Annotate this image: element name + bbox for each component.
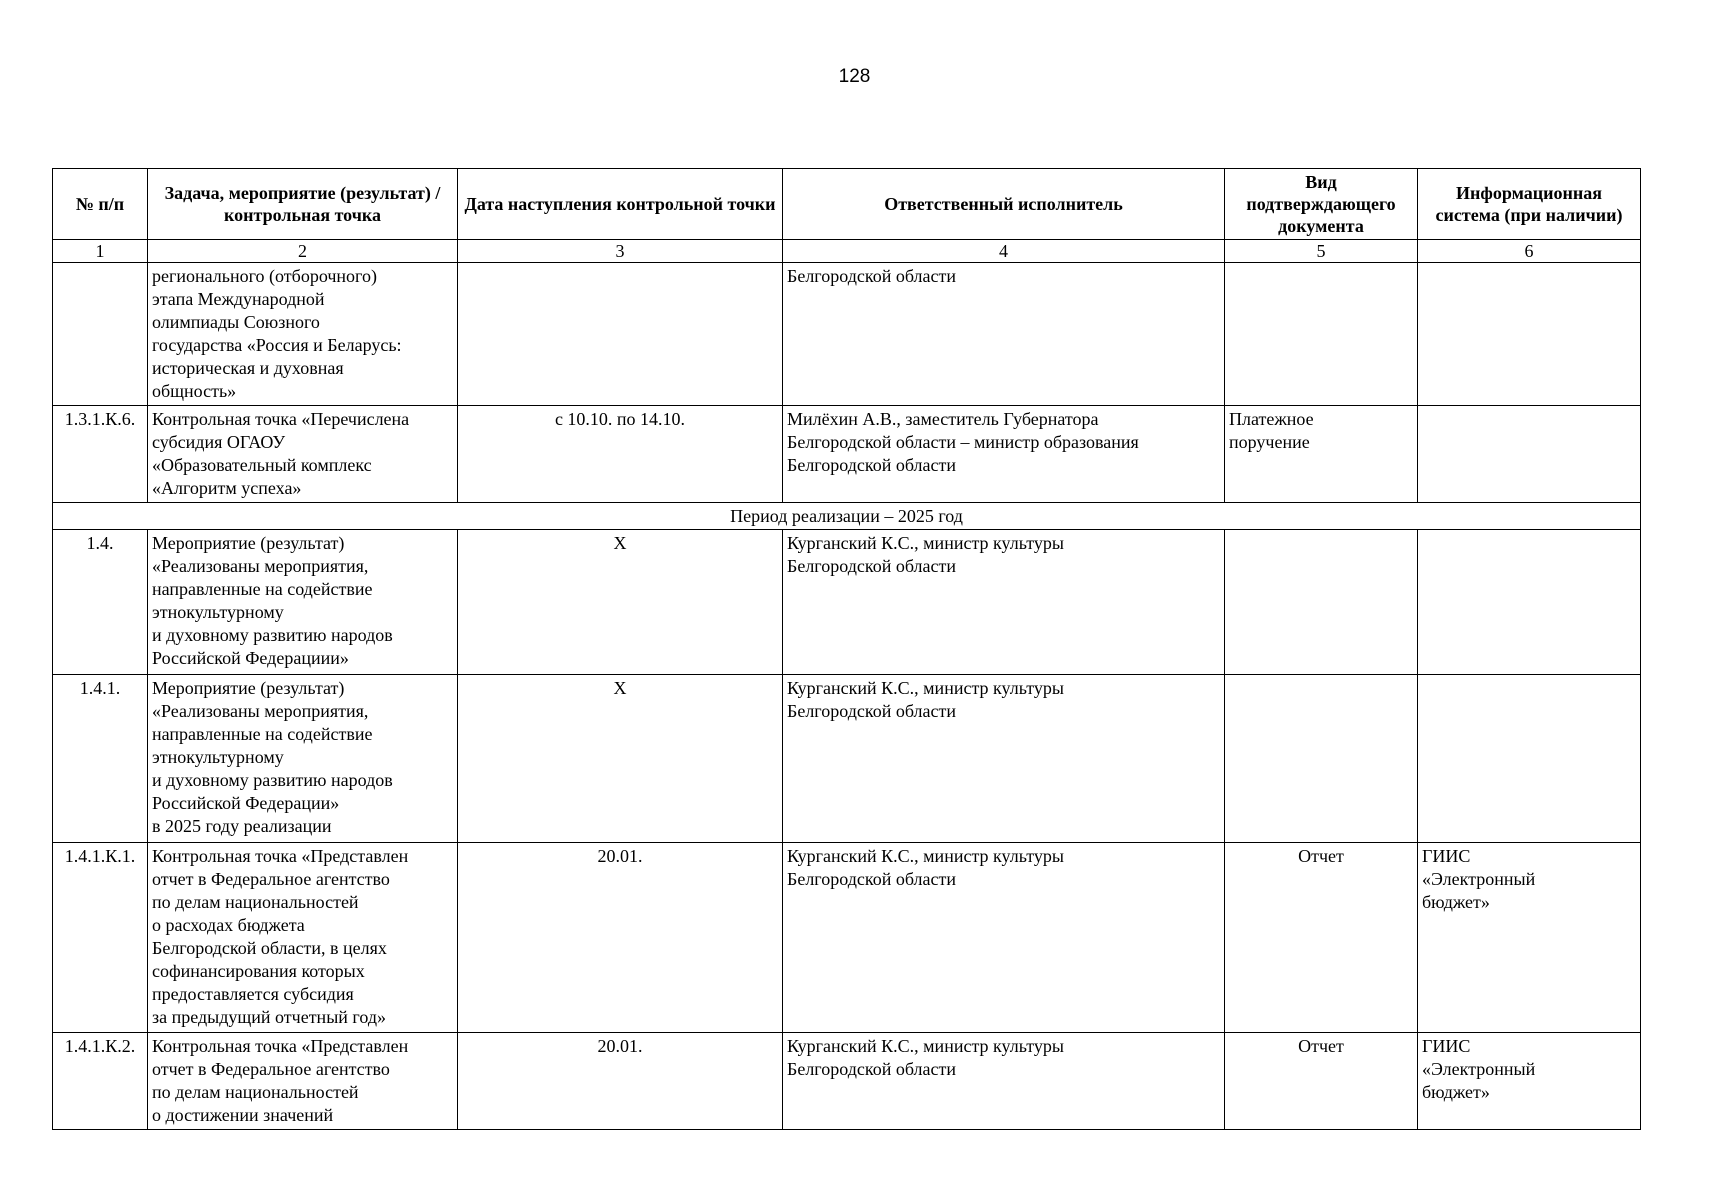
row-date: [458, 263, 783, 406]
header-executor: Ответственный исполнитель: [783, 169, 1225, 240]
row-info-system: [1418, 530, 1641, 675]
row-info-system: [1418, 406, 1641, 503]
row-executor: Белгородской области: [783, 263, 1225, 406]
row-executor: Курганский К.С., министр культуры Белгородской области: [783, 843, 1225, 1033]
row-document-type: [1225, 675, 1418, 843]
row-date: X: [458, 530, 783, 675]
row-executor: Курганский К.С., министр культуры Белгородской области: [783, 675, 1225, 843]
row-info-system: [1418, 263, 1641, 406]
page-number: 128: [838, 66, 871, 87]
row-executor: Курганский К.С., министр культуры Белгородской области: [783, 1033, 1225, 1130]
row-number: 1.4.1.К.2.: [53, 1033, 148, 1130]
row-document-type: [1225, 530, 1418, 675]
column-number: 1: [53, 240, 148, 263]
row-document-type: [1225, 263, 1418, 406]
table-row: [53, 675, 1641, 843]
row-date: с 10.10. по 14.10.: [458, 406, 783, 503]
header-task: Задача, мероприятие (результат) / контрольная точка: [148, 169, 458, 240]
table-row: [53, 263, 1641, 406]
table-row: [53, 530, 1641, 675]
table-row: [53, 843, 1641, 1033]
column-number: 3: [458, 240, 783, 263]
row-date: 20.01.: [458, 843, 783, 1033]
row-task: Мероприятие (результат) «Реализованы мероприятия, направленные на содействие этнокультурному и духовному развитию народов Российской Федерации» в 2025 году реализации: [148, 675, 458, 843]
column-number-row: [53, 240, 1641, 263]
row-executor: Курганский К.С., министр культуры Белгородской области: [783, 530, 1225, 675]
row-date: X: [458, 675, 783, 843]
row-number: 1.3.1.К.6.: [53, 406, 148, 503]
row-number: 1.4.1.К.1.: [53, 843, 148, 1033]
row-task: Контрольная точка «Представлен отчет в Федеральное агентство по делам национальностей о расходах бюджета Белгородской области, в целях софинансирования которых предоставляется субсидия за предыдущий отчетный год»: [148, 843, 458, 1033]
column-number: 5: [1225, 240, 1418, 263]
row-date: 20.01.: [458, 1033, 783, 1130]
period-label: Период реализации – 2025 год: [53, 503, 1641, 530]
control-points-table: [52, 168, 1641, 1130]
column-number: 2: [148, 240, 458, 263]
table-row: [53, 406, 1641, 503]
header-date: Дата наступления контрольной точки: [458, 169, 783, 240]
row-info-system: [1418, 675, 1641, 843]
row-info-system: ГИИС «Электронный бюджет»: [1418, 1033, 1641, 1130]
column-number: 6: [1418, 240, 1641, 263]
table-header-row: [53, 169, 1641, 240]
header-number: № п/п: [53, 169, 148, 240]
row-task: Мероприятие (результат) «Реализованы мероприятия, направленные на содействие этнокультурному и духовному развитию народов Российской Федерациии»: [148, 530, 458, 675]
row-number: 1.4.1.: [53, 675, 148, 843]
period-row: [53, 503, 1641, 530]
header-document-type: Вид подтверждающего документа: [1225, 169, 1418, 240]
row-document-type: Платежное поручение: [1225, 406, 1418, 503]
row-document-type: Отчет: [1225, 843, 1418, 1033]
row-executor: Милёхин А.В., заместитель Губернатора Белгородской области – министр образования Белгородской области: [783, 406, 1225, 503]
row-info-system: ГИИС «Электронный бюджет»: [1418, 843, 1641, 1033]
row-task: Контрольная точка «Представлен отчет в Федеральное агентство по делам национальностей о достижении значений: [148, 1033, 458, 1130]
row-task: Контрольная точка «Перечислена субсидия ОГАОУ «Образовательный комплекс «Алгоритм успеха»: [148, 406, 458, 503]
row-number: [53, 263, 148, 406]
table-row: [53, 1033, 1641, 1130]
header-info-system: Информационная система (при наличии): [1418, 169, 1641, 240]
row-task: регионального (отборочного) этапа Международной олимпиады Союзного государства «Россия и Беларусь: историческая и духовная общность»: [148, 263, 458, 406]
column-number: 4: [783, 240, 1225, 263]
row-number: 1.4.: [53, 530, 148, 675]
row-document-type: Отчет: [1225, 1033, 1418, 1130]
